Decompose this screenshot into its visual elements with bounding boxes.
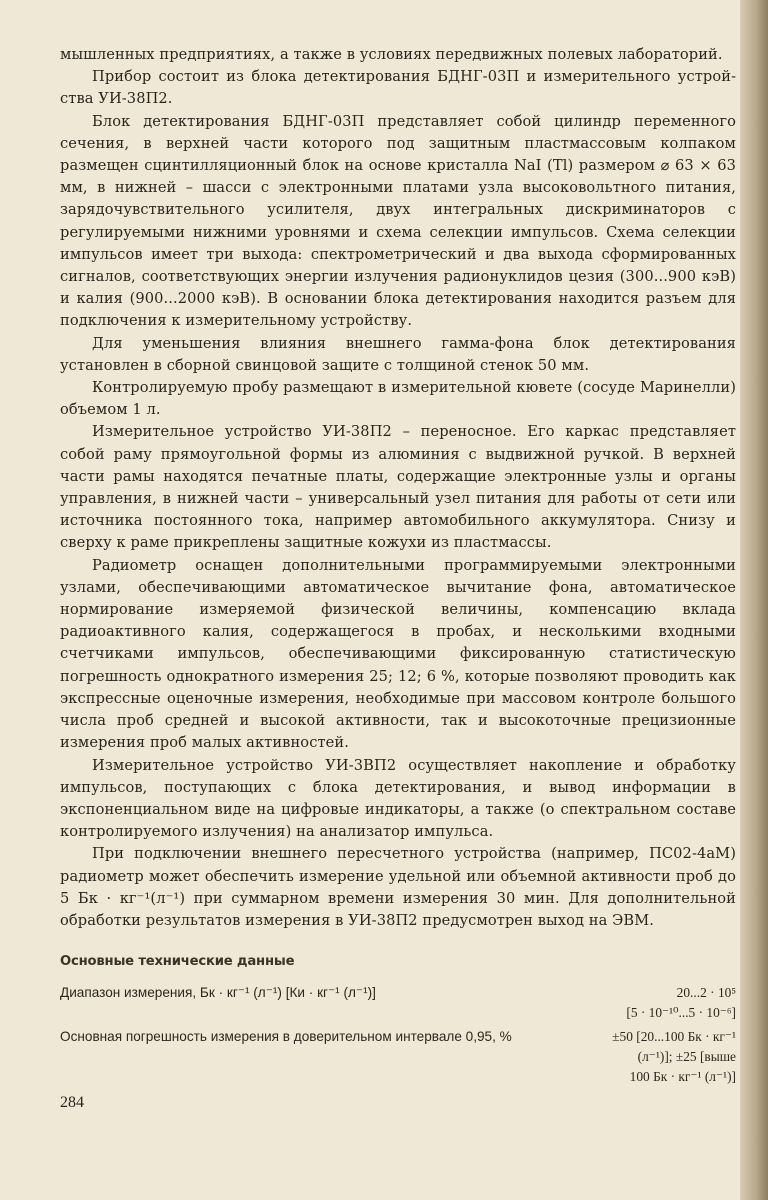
document-page [60,44,736,1091]
section-heading-tech-data: Основные технические данные [60,954,295,970]
paragraph-device-composition: Прибор состоит из блока детектирования БДНГ-03П и измерительного устройства УИ-38П2. [60,68,736,108]
spec-value: 20...2 · 10⁵ [5 · 10⁻¹⁰...5 · 10⁻⁶] [626,985,736,1021]
paragraph-external-counter: При подключении внешнего пересчетного устройства (например, ПС02-4аМ) радиометр может обеспечить измерение удельной или объемной активности проб до 5 Бк · кг⁻¹(л⁻¹) при суммарном времени измерения 30 мин. Для дополнительной обработки результатов измерения в УИ-38П2 предусмотрен выход на ЭВМ. [60,845,736,929]
spec-label: Основная погрешность измерения в доверительном интервале 0,95, % [60,1029,512,1045]
paragraph-lead-shielding: Для уменьшения влияния внешнего гамма-фона блок детектирования установлен в сборной свинцовой защите с толщиной стенок 50 мм. [60,334,736,374]
spec-table [60,983,736,1087]
spec-row-error [60,1027,736,1087]
paragraph-sample-vessel: Контролируемую пробу размещают в измерительной кювете (сосуде Маринелли) объемом 1 л. [60,379,736,419]
paragraph-continuation: мышленных предприятиях, а также в условиях передвижных полевых лабораторий. [60,46,723,63]
paragraph-detector-block: Блок детектирования БДНГ-03П представляет собой цилиндр переменного сечения, в верхней части которого под защитным пластмассовым колпаком размещен сцинтилляционный блок на основе кристалла NaI (Tl) размером ⌀ 63 × 63 мм, в нижней – шасси с электронными платами узла высоковольтного питания, зарядочувствительного усилителя, двух интегральных дискриминаторов с регулируемыми нижними уровнями и схема селекции импульсов. Схема селекции импульсов имеет три выхода: спектрометрический и два выхода сформированных сигналов, соответствующих энергии излучения радионуклидов цезия (300...900 кэВ) и калия (900...2000 кэВ). В основании блока детектирования находится разъем для подключения к измерительному устройству. [60,112,736,330]
spec-row-range [60,983,736,1023]
spec-value: ±50 [20...100 Бк · кг⁻¹ (л⁻¹)]; ±25 [выше 100 Бк · кг⁻¹ (л⁻¹)] [612,1029,736,1085]
spec-label: Диапазон измерения, Бк · кг⁻¹ (л⁻¹) [Ки · кг⁻¹ (л⁻¹)] [60,985,376,1001]
page-edge-shadow [740,0,768,1200]
paragraph-measuring-device: Измерительное устройство УИ-38П2 – переносное. Его каркас представляет собой раму прямоугольной формы из алюминия с выдвижной ручкой. В верхней части рамы находятся печатные платы, содержащие электронные узлы и органы управления, в нижней части – универсальный узел питания для работы от сети или источника постоянного тока, например автомобильного аккумулятора. Снизу и сверху к раме прикреплены защитные кожухи из пластмассы. [60,423,736,552]
page-number: 284 [60,1094,84,1111]
paragraph-pulse-processing: Измерительное устройство УИ-3ВП2 осуществляет накопление и обработку импульсов, поступающих с блока детектирования, и вывод информации в экспоненциальном виде на цифровые индикаторы, а также (о спектральном составе контролируемого излучения) на анализатор импульса. [60,756,736,841]
paragraph-programmable-units: Радиометр оснащен дополнительными программируемыми электронными узлами, обеспечивающими автоматическое вычитание фона, автоматическое нормирование измеряемой физической величины, компенсацию вклада радиоактивного калия, содержащегося в пробах, и несколькими входными счетчиками импульсов, обеспечивающими фиксированную статистическую погрешность однократного измерения 25; 12; 6 %, которые позволяют проводить как экспрессные оценочные измерения, необходимые при массовом контроле большого числа проб средней и высокой активности, так и высокоточные прецизионные измерения проб малых активностей. [60,556,736,752]
